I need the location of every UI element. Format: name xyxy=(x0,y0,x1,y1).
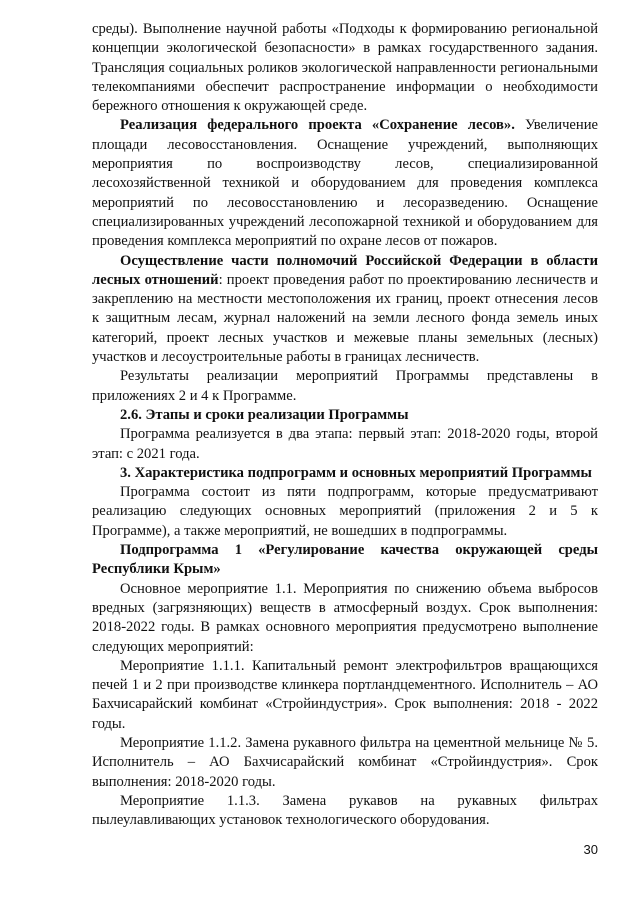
paragraph-text: Программа реализуется в два этапа: первый этап: 2018-2020 годы, второй этап: с 2021 года. xyxy=(92,426,598,462)
paragraph xyxy=(92,464,598,483)
paragraph xyxy=(92,541,598,580)
paragraph-text: : проект проведения работ по проектированию лесничеств и закреплению на местности местоположения их границ, проект отнесения лесов к защитным лесам, журнал наложений на земли лесного фонда земель иных категорий, проект лесных участков и межевые планы земельных (лесных) участков и лесоустроительные работы в границах лесничеств. xyxy=(92,271,599,366)
paragraph xyxy=(92,425,598,464)
paragraph-text: Мероприятие 1.1.3. Замена рукавов на рукавных фильтрах пылеулавливающих установок технологического оборудования. xyxy=(92,792,598,829)
paragraph xyxy=(92,734,598,792)
paragraph xyxy=(92,580,598,657)
paragraph xyxy=(92,657,598,734)
paragraph xyxy=(92,20,598,116)
page-number: 30 xyxy=(583,842,598,857)
section-heading: Осуществление части полномочий Российской Федерации в области лесных отношений xyxy=(92,252,598,288)
paragraph xyxy=(92,367,598,406)
paragraph-text: Программа состоит из пяти подпрограмм, которые предусматривают реализацию следующих основных мероприятий (приложения 2 и 5 к Программе), а также мероприятий, не вошедших в подпрограммы. xyxy=(92,484,598,539)
subprogram-heading: Подпрограмма 1 «Регулирование качества окружающей среды Республики Крым» xyxy=(92,542,598,578)
section-heading: 3. Характеристика подпрограмм и основных мероприятий Программы xyxy=(120,464,592,481)
paragraph-text: среды). Выполнение научной работы «Подходы к формированию региональной концепции экологической безопасности» в рамках государственного задания. Трансляция социальных роликов экологической направленности региональными телекомпаниями обеспечит распространение информации о необходимости бережного отношения к окружающей среде. xyxy=(92,21,598,115)
paragraph-text: Мероприятие 1.1.1. Капитальный ремонт электрофильтров вращающихся печей 1 и 2 при производстве клинкера портландцементного. Исполнитель – АО Бахчисарайский комбинат «Стройиндустрия». Срок выполнения: 2018 - 2022 годы. xyxy=(92,657,598,732)
section-heading: Реализация федерального проекта «Сохранение лесов». xyxy=(120,117,515,134)
paragraph-text: Увеличение площади лесовосстановления. Оснащение учреждений, выполняющих мероприятия по воспроизводству лесов, специализированной лесохозяйственной техникой и оборудованием для проведения комплекса мероприятий по лесовосстановлению и лесоразведению. Оснащение специализированных учреждений лесопожарной техникой и оборудованием для проведения комплекса мероприятий по охране лесов от пожаров. xyxy=(92,117,599,250)
paragraph xyxy=(92,483,598,541)
paragraph-text: Основное мероприятие 1.1. Мероприятия по снижению объема выбросов вредных (загрязняющих) веществ в атмосферный воздух. Срок выполнения: 2018-2022 годы. В рамках основного мероприятия предусмотрено выполнение следующих мероприятий: xyxy=(92,580,598,655)
paragraph xyxy=(92,792,598,831)
paragraph-text: Результаты реализации мероприятий Программы представлены в приложениях 2 и 4 к Программе. xyxy=(92,368,598,404)
section-heading: 2.6. Этапы и сроки реализации Программы xyxy=(120,406,409,423)
page-body xyxy=(92,20,598,830)
paragraph xyxy=(92,116,598,251)
paragraph-text: Мероприятие 1.1.2. Замена рукавного фильтра на цементной мельнице № 5. Исполнитель – АО Бахчисарайский комбинат «Стройиндустрия». Срок выполнения: 2018-2020 годы. xyxy=(92,734,598,790)
paragraph xyxy=(92,252,598,368)
paragraph xyxy=(92,406,598,425)
